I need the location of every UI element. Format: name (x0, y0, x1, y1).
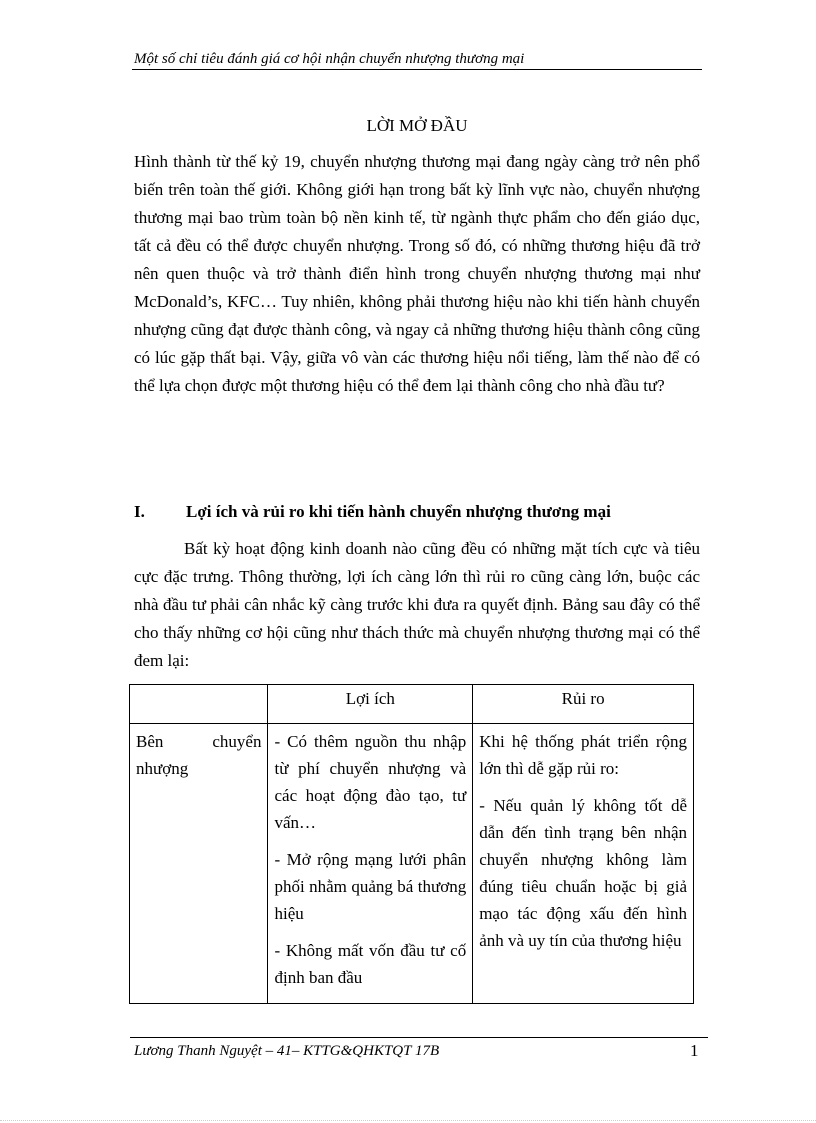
risk-item: Khi hệ thống phát triển rộng lớn thì dễ gặp rủi ro: (479, 732, 687, 778)
footer-divider (130, 1037, 708, 1038)
table-row (130, 724, 694, 1004)
benefit-item: - Mở rộng mạng lưới phân phối nhằm quảng bá thương hiệu (274, 850, 467, 923)
section-paragraph: Bất kỳ hoạt động kinh doanh nào cũng đều có những mặt tích cực và tiêu cực đặc trưng. Thông thường, lợi ích càng lớn thì rủi ro cũng càng lớn, buộc các nhà đầu tư phải cân nhắc kỹ càng trước khi đưa ra quyết định. Bảng sau đây có thể cho thấy những cơ hội cũng như thách thức mà chuyển nhượng thương mại có thể đem lại: (134, 539, 700, 670)
row-label: Bên chuyển nhượng (136, 732, 262, 778)
benefits-risks-table (129, 684, 694, 1004)
risk-item: - Nếu quản lý không tốt dễ dẫn đến tình trạng bên nhận chuyển nhượng không làm đúng tiêu chuẩn hoặc bị giả mạo tác động xấu đến hình ảnh và uy tín của thương hiệu (479, 796, 687, 950)
document-heading: LỜI MỞ ĐẦU (366, 116, 468, 135)
page-number: 1 (690, 1041, 699, 1060)
page-edge-divider (0, 1120, 816, 1121)
section-number: I. (134, 502, 145, 521)
table-header-cell-empty (130, 685, 268, 724)
benefit-item: - Có thêm nguồn thu nhập từ phí chuyển nhượng và các hoạt động đào tạo, tư vấn… (274, 732, 467, 832)
section-title: Lợi ích và rủi ro khi tiến hành chuyển nhượng thương mại (186, 502, 611, 521)
running-header: Một số chỉ tiêu đánh giá cơ hội nhận chuyển nhượng thương mại (134, 51, 525, 67)
benefits-cell (268, 724, 473, 1004)
intro-paragraph: Hình thành từ thế kỷ 19, chuyển nhượng thương mại đang ngày càng trở nên phổ biến trên toàn thế giới. Không giới hạn trong bất kỳ lĩnh vực nào, chuyển nhượng thương mại bao trùm toàn bộ nền kinh tế, từ ngành thực phẩm cho đến giáo dục, tất cả đều có thể được chuyển nhượng. Trong số đó, có những thương hiệu đã trở nên quen thuộc và trở thành điển hình trong chuyển nhượng thương mại như McDonald’s, KFC… Tuy nhiên, không phải thương hiệu nào khi tiến hành chuyển nhượng cũng đạt được thành công, và ngay cả những thương hiệu thành công cũng có lúc gặp thất bại. Vậy, giữa vô vàn các thương hiệu nổi tiếng, làm thế nào để có thể lựa chọn được một thương hiệu có thể đem lại thành công cho nhà đầu tư? (134, 152, 700, 395)
running-footer: Lương Thanh Nguyệt – 41– KTTG&QHKTQT 17B (134, 1043, 440, 1059)
row-label-cell (130, 724, 268, 1004)
table-header-risks: Rủi ro (473, 685, 694, 724)
benefit-item: - Không mất vốn đầu tư cố định ban đầu (274, 941, 467, 987)
table-header-benefits: Lợi ích (268, 685, 473, 724)
header-divider (132, 69, 702, 70)
table-header-row (130, 685, 694, 724)
risks-cell (473, 724, 694, 1004)
